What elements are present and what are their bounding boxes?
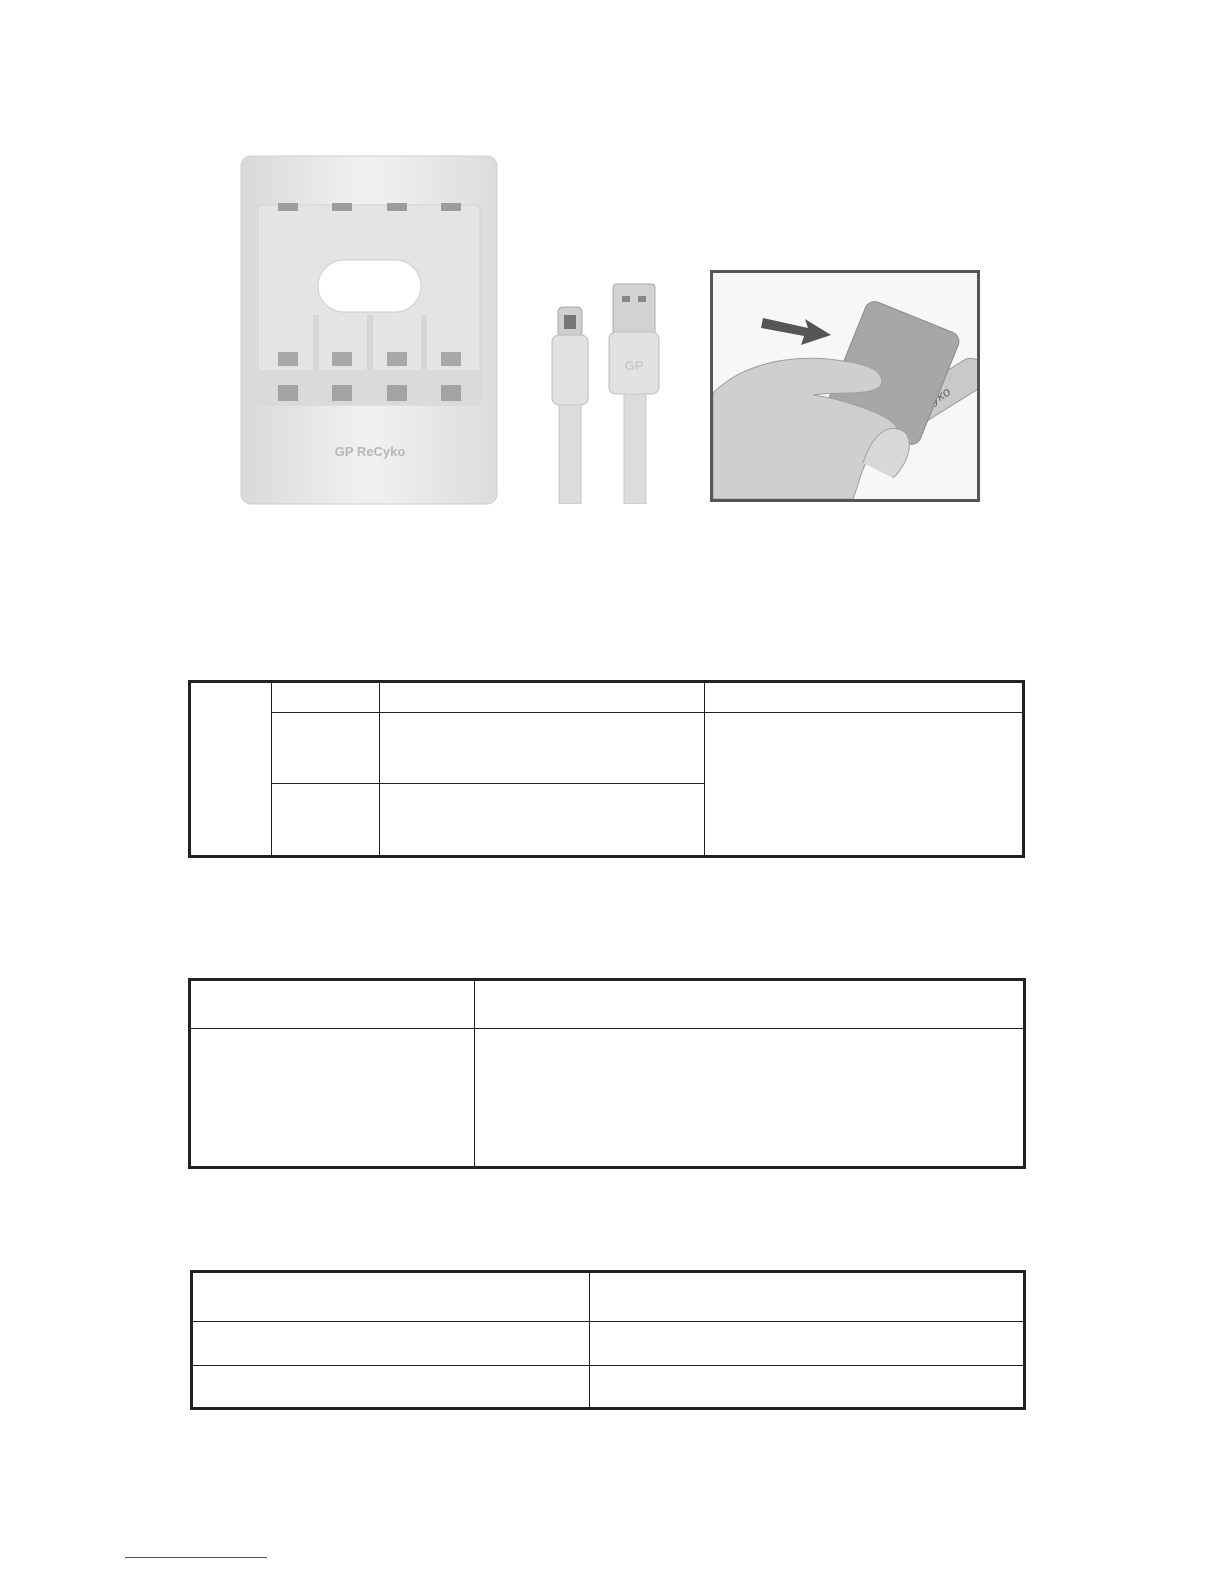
cable-brand-text: GP xyxy=(624,358,644,373)
table1-cell xyxy=(380,713,705,784)
table3-cell xyxy=(192,1322,590,1366)
table1-row-header xyxy=(190,682,272,857)
table2-header-cell xyxy=(190,980,475,1029)
charger-brand-text: GP ReCyko xyxy=(334,444,406,459)
table1-header-cell xyxy=(705,682,1024,713)
table2-cell xyxy=(475,1029,1025,1168)
charger-image xyxy=(240,155,498,505)
table1-cell xyxy=(272,784,380,857)
table1-merged-cell xyxy=(705,713,1024,857)
usb-cable-image xyxy=(550,282,660,504)
table3-cell xyxy=(590,1322,1025,1366)
table1-header-cell xyxy=(272,682,380,713)
table3-cell xyxy=(192,1366,590,1409)
table1-cell xyxy=(272,713,380,784)
table3-header-cell xyxy=(192,1272,590,1322)
table1-header-cell xyxy=(380,682,705,713)
battery-insertion-photo xyxy=(710,270,980,502)
spec-table-2 xyxy=(188,978,1026,1169)
spec-table-1 xyxy=(188,680,1025,858)
table2-cell xyxy=(190,1029,475,1168)
table3-header-cell xyxy=(590,1272,1025,1322)
table1-cell xyxy=(380,784,705,857)
footer-link-underline[interactable] xyxy=(125,1557,267,1558)
table2-header-cell xyxy=(475,980,1025,1029)
table3-cell xyxy=(590,1366,1025,1409)
spec-table-3 xyxy=(190,1270,1026,1410)
